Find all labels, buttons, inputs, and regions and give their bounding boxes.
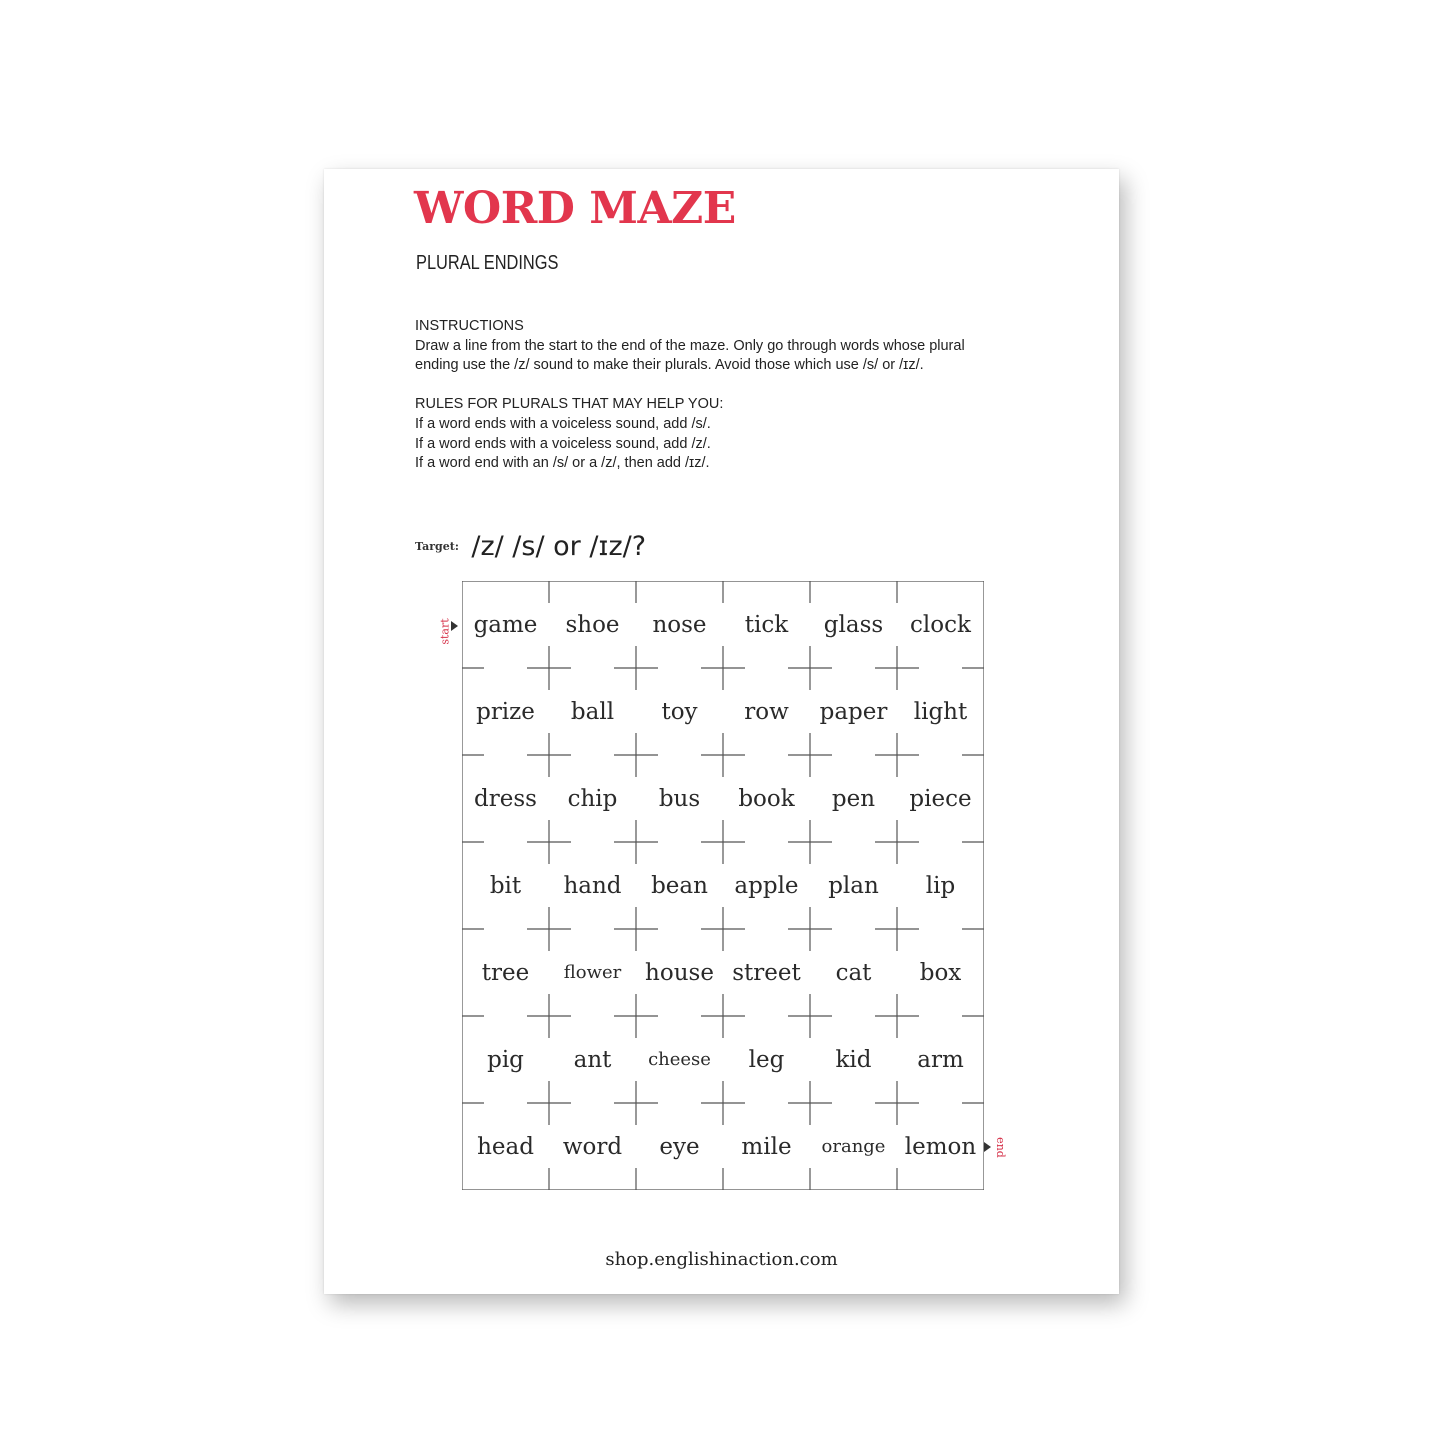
maze-word: glass (821, 610, 886, 640)
maze-cell[interactable] (549, 581, 636, 668)
worksheet-page (324, 169, 1119, 1294)
maze-word: ball (568, 697, 617, 727)
maze-cell[interactable] (462, 842, 549, 929)
maze-word: book (735, 784, 797, 814)
target-text: /z/ /s/ or /ɪz/? (471, 531, 647, 562)
maze-word: cat (833, 958, 875, 988)
maze-cell[interactable] (636, 581, 723, 668)
page-title: WORD MAZE (414, 183, 736, 234)
maze-word: lip (923, 871, 958, 901)
rule-line: If a word ends with a voiceless sound, add /z/. (415, 435, 711, 452)
maze-word: kid (832, 1045, 874, 1075)
maze-word: clock (907, 610, 974, 640)
maze-word: street (729, 958, 804, 988)
maze-word: flower (561, 958, 625, 988)
maze-word: paper (817, 697, 891, 727)
maze-cell[interactable] (810, 929, 897, 1016)
maze-cell[interactable] (636, 1103, 723, 1190)
maze-cell[interactable] (462, 1103, 549, 1190)
maze-word: house (642, 958, 717, 988)
maze-word: nose (649, 610, 709, 640)
maze-word: box (917, 958, 965, 988)
footer-url: shop.englishinaction.com (605, 1249, 838, 1270)
maze-cell[interactable] (723, 668, 810, 755)
maze-cell[interactable] (810, 755, 897, 842)
start-label: start (438, 618, 452, 645)
maze-cell[interactable] (897, 668, 984, 755)
maze-word: hand (560, 871, 624, 901)
maze-cell[interactable] (723, 581, 810, 668)
maze-word: light (911, 697, 971, 727)
maze-word: piece (906, 784, 974, 814)
maze-word: tick (742, 610, 791, 640)
word-maze-grid[interactable] (462, 581, 984, 1190)
maze-word: dress (471, 784, 540, 814)
maze-cell[interactable] (549, 842, 636, 929)
maze-word: plan (825, 871, 882, 901)
page-subtitle: PLURAL ENDINGS (416, 252, 559, 274)
maze-word: toy (658, 697, 700, 727)
maze-cell[interactable] (723, 755, 810, 842)
maze-cell[interactable] (897, 929, 984, 1016)
rule-line: If a word ends with a voiceless sound, add /s/. (415, 415, 711, 432)
maze-cell[interactable] (810, 1016, 897, 1103)
maze-cell[interactable] (897, 842, 984, 929)
maze-cell[interactable] (897, 1016, 984, 1103)
maze-word: chip (565, 784, 621, 814)
maze-cell[interactable] (897, 581, 984, 668)
target-label: Target: (415, 540, 459, 553)
maze-cell[interactable] (636, 755, 723, 842)
maze-word: game (471, 610, 541, 640)
end-arrow-icon (984, 1142, 991, 1152)
instructions-line: ending use the /z/ sound to make their plurals. Avoid those which use /s/ or /ɪz/. (415, 357, 924, 374)
maze-cell[interactable] (549, 1103, 636, 1190)
maze-word: pen (829, 784, 878, 814)
maze-cell[interactable] (723, 1016, 810, 1103)
maze-cell[interactable] (549, 755, 636, 842)
maze-word: eye (656, 1132, 702, 1162)
maze-cell[interactable] (636, 668, 723, 755)
instructions-heading: INSTRUCTIONS (415, 318, 524, 334)
maze-word: apple (731, 871, 801, 901)
rule-line: If a word end with an /s/ or a /z/, then add /ɪz/. (415, 455, 710, 472)
maze-word: pig (484, 1045, 527, 1075)
maze-cell[interactable] (723, 929, 810, 1016)
maze-word: tree (479, 958, 532, 988)
maze-word: cheese (645, 1045, 714, 1075)
maze-word: orange (819, 1132, 889, 1162)
maze-word: head (474, 1132, 537, 1162)
maze-cell[interactable] (636, 842, 723, 929)
maze-word: arm (914, 1045, 967, 1075)
instructions-block (415, 317, 1055, 474)
maze-word: word (560, 1132, 625, 1162)
maze-cell[interactable] (897, 755, 984, 842)
maze-word: leg (746, 1045, 788, 1075)
maze-cell[interactable] (723, 842, 810, 929)
maze-cell[interactable] (723, 1103, 810, 1190)
maze-word: bit (487, 871, 524, 901)
maze-word: prize (473, 697, 538, 727)
end-label: end (993, 1137, 1007, 1158)
maze-cell[interactable] (810, 842, 897, 929)
instructions-line: Draw a line from the start to the end of the maze. Only go through words whose plural (415, 337, 965, 354)
maze-word: bean (648, 871, 711, 901)
maze-cell[interactable] (636, 929, 723, 1016)
maze-cell[interactable] (462, 581, 549, 668)
maze-cell[interactable] (810, 581, 897, 668)
start-arrow-icon (451, 621, 458, 631)
maze-cell[interactable] (549, 668, 636, 755)
maze-cell[interactable] (549, 929, 636, 1016)
maze-cell[interactable] (810, 1103, 897, 1190)
maze-cell[interactable] (897, 1103, 984, 1190)
target-heading (415, 531, 646, 562)
rules-heading: RULES FOR PLURALS THAT MAY HELP YOU: (415, 396, 724, 413)
maze-cell[interactable] (462, 1016, 549, 1103)
maze-word: mile (738, 1132, 794, 1162)
maze-cell[interactable] (462, 929, 549, 1016)
maze-cell[interactable] (810, 668, 897, 755)
maze-cell[interactable] (462, 755, 549, 842)
maze-word: lemon (902, 1132, 979, 1162)
maze-word: row (741, 697, 792, 727)
maze-cell[interactable] (462, 668, 549, 755)
maze-cell[interactable] (549, 1016, 636, 1103)
maze-word: shoe (562, 610, 622, 640)
maze-cell[interactable] (636, 1016, 723, 1103)
maze-word: ant (571, 1045, 615, 1075)
maze-word: bus (656, 784, 703, 814)
